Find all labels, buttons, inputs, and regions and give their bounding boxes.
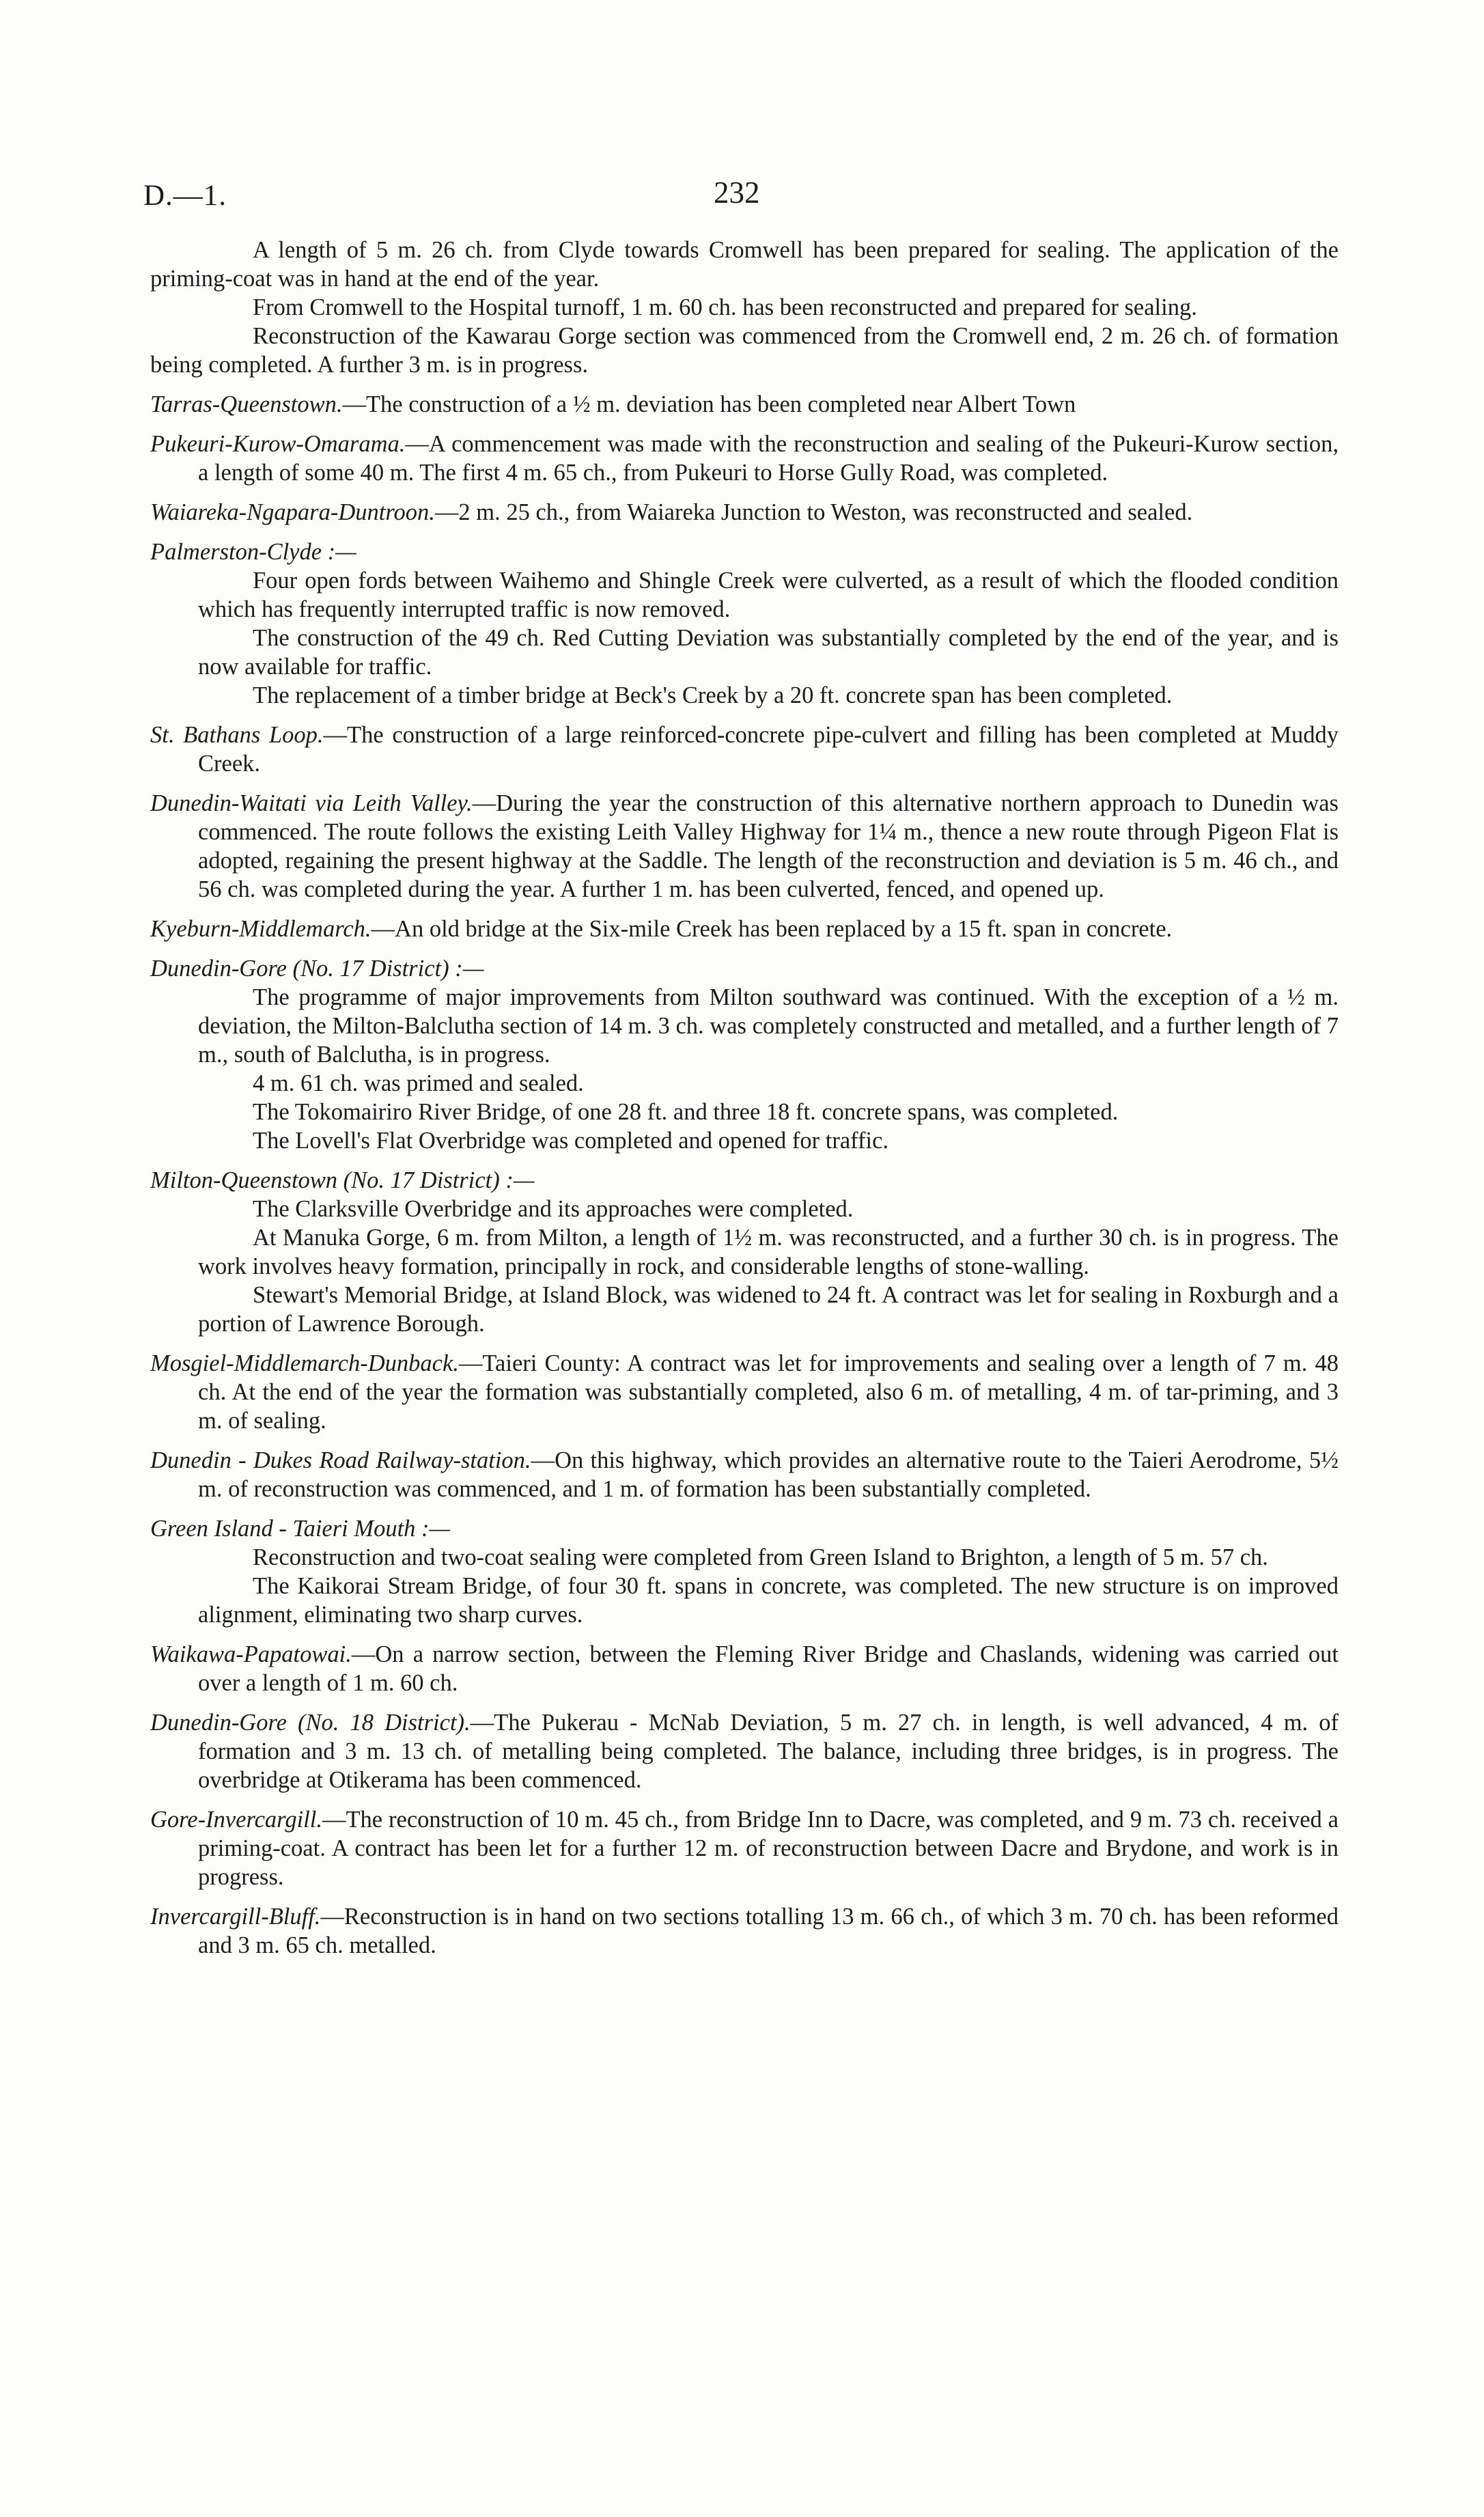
- paragraph: At Manuka Gorge, 6 m. from Milton, a length of 1½ m. was reconstructed, and a further 30 ch. is in progress. The work involves heavy formation, principally in rock, and considerable lengths of stone-walling.: [198, 1225, 1339, 1279]
- section-mosgiel-middlemarch-dunback: [150, 1349, 1339, 1435]
- section-milton-queenstown: [150, 1166, 1339, 1338]
- section-st-bathans-loop: [150, 721, 1339, 778]
- document-body: [150, 236, 1339, 1971]
- section-heading: Green Island - Taieri Mouth :—: [150, 1516, 451, 1542]
- section-heading: Dunedin-Gore (No. 17 District) :—: [150, 956, 484, 982]
- section-invercargill-bluff: [150, 1902, 1339, 1960]
- paragraph: Reconstruction and two-coat sealing were completed from Green Island to Brighton, a length of 5 m. 57 ch.: [253, 1544, 1268, 1570]
- section-heading: Kyeburn-Middlemarch.: [150, 916, 372, 942]
- document-reference: D.—1.: [143, 180, 227, 212]
- section-text: —Reconstruction is in hand on two sections totalling 13 m. 66 ch., of which 3 m. 70 ch. has been reformed and 3 m. 65 ch. metalled.: [198, 1904, 1339, 1958]
- section-heading: Pukeuri-Kurow-Omarama.: [150, 431, 406, 457]
- section-green-island-taieri-mouth: [150, 1514, 1339, 1629]
- section-text: —Taieri County: A contract was let for improvements and sealing over a length of 7 m. 48 ch. At the end of the year the formation was substantially completed, also 6 m. of metalling, 4 m. of tar-priming, and 3 m. of sealing.: [198, 1350, 1339, 1434]
- section-text: —The reconstruction of 10 m. 45 ch., from Bridge Inn to Dacre, was completed, and 9 m. 73 ch. received a priming-coat. A contract has been let for a further 12 m. of reconstruction between Dacre and Brydone, and work is in progress.: [198, 1807, 1339, 1890]
- paragraph: The Clarksville Overbridge and its approaches were completed.: [253, 1196, 854, 1222]
- paragraph: The Kaikorai Stream Bridge, of four 30 ft. spans in concrete, was completed. The new structure is on improved alignment, eliminating two sharp curves.: [198, 1573, 1339, 1628]
- section-text: —The construction of a ½ m. deviation has been completed near Albert Town: [342, 391, 1076, 417]
- paragraph: Four open fords between Waihemo and Shingle Creek were culverted, as a result of which the flooded condition which has frequently interrupted traffic is now removed.: [198, 568, 1339, 622]
- section-text: —A commencement was made with the reconstruction and sealing of the Pukeuri-Kurow section, a length of some 40 m. The first 4 m. 65 ch., from Pukeuri to Horse Gully Road, was completed.: [198, 431, 1339, 486]
- paragraph: Reconstruction of the Kawarau Gorge section was commenced from the Cromwell end, 2 m. 26 ch. of formation being completed. A further 3 m. is in progress.: [150, 323, 1339, 378]
- paragraph: The programme of major improvements from Milton southward was continued. With the exception of a ½ m. deviation, the Milton-Balclutha section of 14 m. 3 ch. was completely constructed and metalled, and a further length of 7 m., south of Balclutha, is in progress.: [198, 984, 1339, 1068]
- section-heading: Dunedin-Gore (No. 18 District).: [150, 1710, 471, 1736]
- section-heading: Invercargill-Bluff.: [150, 1904, 321, 1930]
- section-text: —On this highway, which provides an alternative route to the Taieri Aerodrome, 5½ m. of reconstruction was commenced, and 1 m. of formation has been substantially completed.: [198, 1447, 1339, 1502]
- paragraph: From Cromwell to the Hospital turnoff, 1 m. 60 ch. has been reconstructed and prepared for sealing.: [253, 294, 1197, 320]
- section-text: —The Pukerau - McNab Deviation, 5 m. 27 ch. in length, is well advanced, 4 m. of formation and 3 m. 13 ch. of metalling being completed. The balance, including three bridges, is in progress. The overbridge at Otikerama has been commenced.: [198, 1710, 1339, 1793]
- paragraph: Stewart's Memorial Bridge, at Island Block, was widened to 24 ft. A contract was let for sealing in Roxburgh and a portion of Lawrence Borough.: [198, 1282, 1339, 1337]
- section-text: —2 m. 25 ch., from Waiareka Junction to Weston, was reconstructed and sealed.: [434, 499, 1193, 525]
- paragraph: A length of 5 m. 26 ch. from Clyde towards Cromwell has been prepared for sealing. The application of the priming-coat was in hand at the end of the year.: [150, 237, 1339, 292]
- section-heading: Dunedin-Waitati via Leith Valley.: [150, 790, 473, 816]
- section-text: —The construction of a large reinforced-concrete pipe-culvert and filling has been completed at Muddy Creek.: [198, 722, 1339, 777]
- section-dunedin-dukes-road: [150, 1446, 1339, 1503]
- section-gore-invercargill: [150, 1805, 1339, 1891]
- section-pukeuri-kurow-omarama: [150, 430, 1339, 487]
- section-dunedin-waitati: [150, 789, 1339, 904]
- page-number: 232: [714, 176, 760, 210]
- section-kyeburn-middlemarch: [150, 915, 1339, 943]
- section-tarras-queenstown: [150, 390, 1339, 419]
- paragraph: The Tokomairiro River Bridge, of one 28 ft. and three 18 ft. concrete spans, was completed.: [253, 1099, 1119, 1125]
- section-heading: Mosgiel-Middlemarch-Dunback.: [150, 1350, 459, 1376]
- paragraph: The replacement of a timber bridge at Beck's Creek by a 20 ft. concrete span has been completed.: [253, 682, 1173, 708]
- section-palmerston-clyde: [150, 538, 1339, 710]
- section-heading: Milton-Queenstown (No. 17 District) :—: [150, 1167, 535, 1193]
- section-waikawa-papatowai: [150, 1640, 1339, 1697]
- section-heading: Dunedin - Dukes Road Railway-station.: [150, 1447, 531, 1473]
- section-dunedin-gore-17: [150, 954, 1339, 1155]
- paragraph: 4 m. 61 ch. was primed and sealed.: [253, 1070, 584, 1096]
- section-intro: [150, 236, 1339, 379]
- section-waiareka-ngapara-duntroon: [150, 498, 1339, 527]
- section-text: —On a narrow section, between the Fleming River Bridge and Chaslands, widening was carried out over a length of 1 m. 60 ch.: [198, 1641, 1339, 1696]
- paragraph: The construction of the 49 ch. Red Cutting Deviation was substantially completed by the end of the year, and is now available for traffic.: [198, 625, 1339, 680]
- section-heading: St. Bathans Loop.: [150, 722, 324, 748]
- section-heading: Tarras-Queenstown.: [150, 391, 343, 417]
- paragraph: The Lovell's Flat Overbridge was completed and opened for traffic.: [253, 1128, 889, 1154]
- section-dunedin-gore-18: [150, 1708, 1339, 1794]
- section-heading: Waiareka-Ngapara-Duntroon.: [150, 499, 435, 525]
- section-text: —An old bridge at the Six-mile Creek has been replaced by a 15 ft. span in concrete.: [371, 916, 1173, 942]
- section-heading: Gore-Invercargill.: [150, 1807, 322, 1833]
- section-heading: Palmerston-Clyde :—: [150, 539, 356, 565]
- section-text: —During the year the construction of this alternative northern approach to Dunedin was commenced. The route follows the existing Leith Valley Highway for 1¼ m., thence a new route through Pigeon Flat is adopted, regaining the present highway at the Saddle. The length of the reconstruction and deviation is 5 m. 46 ch., and 56 ch. was completed during the year. A further 1 m. has been culverted, fenced, and opened up.: [198, 790, 1339, 902]
- section-heading: Waikawa-Papatowai.: [150, 1641, 352, 1667]
